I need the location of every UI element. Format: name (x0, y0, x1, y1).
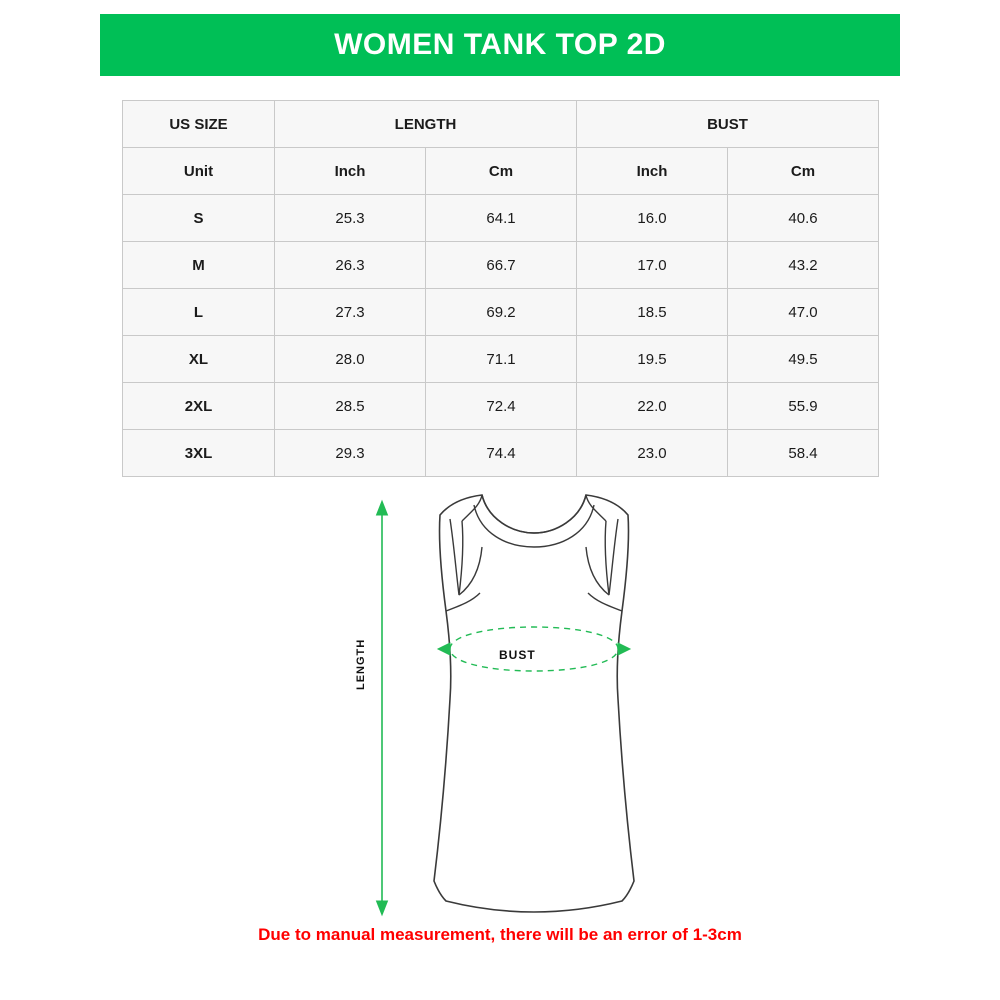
cell-bust-inch: 22.0 (577, 383, 728, 430)
table-row (123, 242, 879, 289)
cell-length-inch: 25.3 (275, 195, 426, 242)
cell-length-inch: 29.3 (275, 430, 426, 477)
measurement-disclaimer: Due to manual measurement, there will be an error of 1-3cm (258, 925, 742, 944)
header-bust: BUST (577, 101, 879, 148)
header-band (100, 14, 900, 76)
cell-length-inch: 28.5 (275, 383, 426, 430)
length-label: LENGTH (355, 638, 367, 690)
cell-size: 2XL (123, 383, 275, 430)
length-measure-arrow (377, 501, 388, 915)
table-row (123, 430, 879, 477)
page-title: WOMEN TANK TOP 2D (334, 28, 666, 61)
cell-length-cm: 71.1 (426, 336, 577, 383)
cell-size: 3XL (123, 430, 275, 477)
unit-bust-inch: Inch (577, 148, 728, 195)
garment-diagram (330, 485, 670, 925)
cell-bust-cm: 49.5 (728, 336, 879, 383)
cell-length-cm: 66.7 (426, 242, 577, 289)
cell-size: XL (123, 336, 275, 383)
cell-bust-inch: 17.0 (577, 242, 728, 289)
bust-label: BUST (499, 648, 536, 662)
cell-bust-inch: 18.5 (577, 289, 728, 336)
cell-length-inch: 26.3 (275, 242, 426, 289)
cell-length-cm: 72.4 (426, 383, 577, 430)
cell-bust-inch: 16.0 (577, 195, 728, 242)
table-unit-row (123, 148, 879, 195)
table-group-header-row (123, 101, 879, 148)
cell-bust-cm: 47.0 (728, 289, 879, 336)
cell-bust-inch: 19.5 (577, 336, 728, 383)
cell-size: L (123, 289, 275, 336)
table-row (123, 336, 879, 383)
cell-bust-cm: 55.9 (728, 383, 879, 430)
cell-length-inch: 28.0 (275, 336, 426, 383)
tank-top-illustration (330, 485, 670, 925)
cell-length-cm: 69.2 (426, 289, 577, 336)
header-length: LENGTH (275, 101, 577, 148)
table-row (123, 195, 879, 242)
table-row (123, 289, 879, 336)
size-table-container (122, 100, 878, 477)
table-row (123, 383, 879, 430)
cell-size: S (123, 195, 275, 242)
header-us-size: US SIZE (123, 101, 275, 148)
cell-length-inch: 27.3 (275, 289, 426, 336)
cell-bust-inch: 23.0 (577, 430, 728, 477)
cell-bust-cm: 58.4 (728, 430, 879, 477)
cell-bust-cm: 40.6 (728, 195, 879, 242)
unit-length-inch: Inch (275, 148, 426, 195)
cell-size: M (123, 242, 275, 289)
garment-outline (434, 495, 634, 912)
cell-length-cm: 64.1 (426, 195, 577, 242)
cell-length-cm: 74.4 (426, 430, 577, 477)
unit-label: Unit (123, 148, 275, 195)
unit-bust-cm: Cm (728, 148, 879, 195)
size-table (122, 100, 879, 477)
cell-bust-cm: 43.2 (728, 242, 879, 289)
unit-length-cm: Cm (426, 148, 577, 195)
